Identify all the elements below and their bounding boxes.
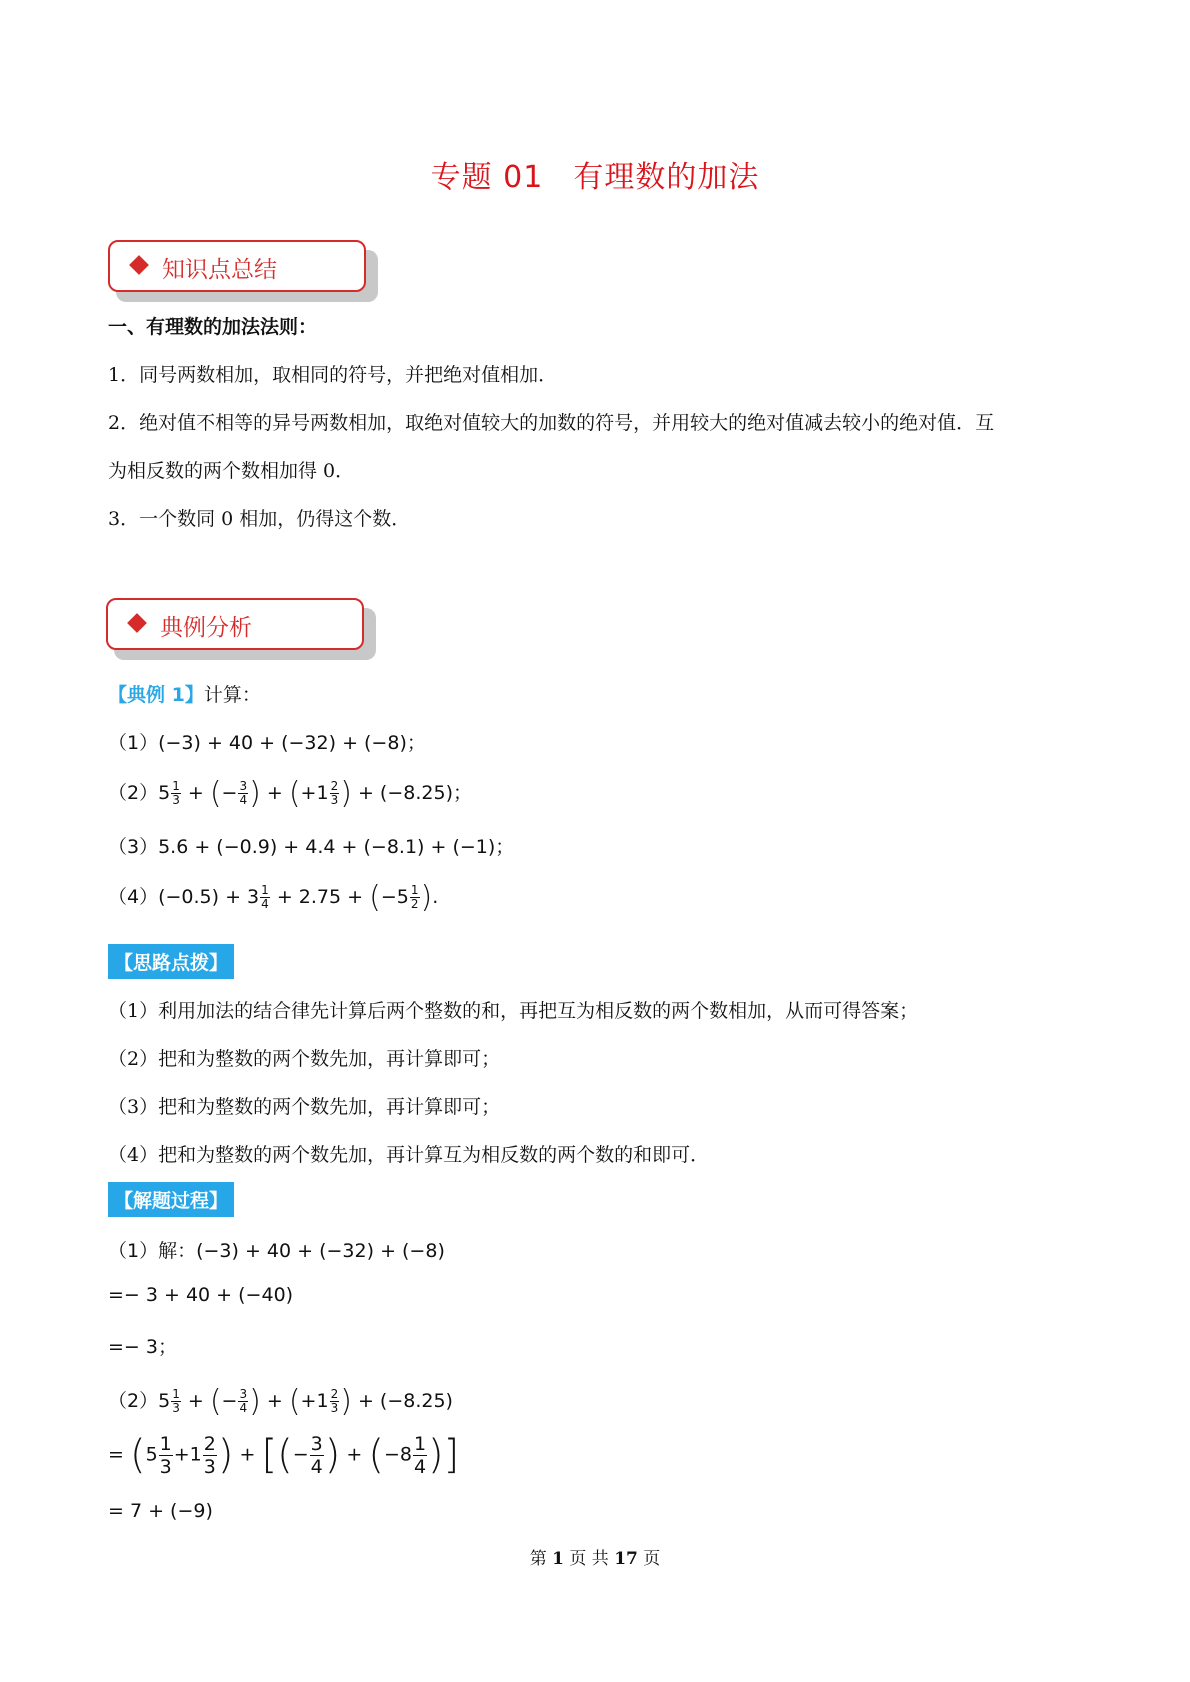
rules-heading: 一、有理数的加法法则： bbox=[108, 316, 318, 338]
question-4 bbox=[108, 880, 438, 915]
numerator: 2 bbox=[203, 1432, 216, 1455]
fraction bbox=[330, 780, 340, 807]
term: 5 bbox=[158, 782, 171, 804]
fraction bbox=[238, 1388, 248, 1415]
term: +1 bbox=[300, 782, 329, 804]
denominator: 4 bbox=[413, 1455, 427, 1478]
term: +1 bbox=[300, 1390, 329, 1412]
question-expression: 5.6 + (−0.9) + 4.4 + (−8.1) + (−1)； bbox=[158, 836, 515, 858]
hint-1: （1）利用加法的结合律先计算后两个整数的和，再把互为相反数的两个数相加，从而可得答案； bbox=[108, 1000, 919, 1022]
fraction bbox=[310, 1433, 324, 1478]
solution-2: （2）5 $\frac{1}{3}$ + (− $\frac{3}{4}$ ) + (+1 $\frac{2}{3}$ ) + (−8.25) bbox=[108, 1384, 453, 1419]
question-label: （4） bbox=[108, 886, 159, 908]
fraction bbox=[171, 1388, 181, 1415]
denominator: 3 bbox=[330, 1401, 339, 1415]
term: −8 bbox=[383, 1443, 412, 1466]
denominator: 4 bbox=[239, 793, 248, 807]
term: . bbox=[432, 886, 439, 908]
numerator: 1 bbox=[159, 1432, 172, 1455]
denominator: 2 bbox=[410, 897, 419, 911]
hint-3: （3）把和为整数的两个数先加，再计算即可； bbox=[108, 1096, 501, 1118]
footer-text: 第 bbox=[529, 1549, 547, 1569]
term: − bbox=[292, 1443, 309, 1466]
denominator: 3 bbox=[330, 793, 339, 807]
solution-label: （2） bbox=[108, 1390, 159, 1412]
solution-step: =− 3； bbox=[108, 1336, 177, 1358]
hint-tag-box bbox=[108, 944, 234, 979]
term: 5 bbox=[158, 1390, 171, 1412]
paren: ( bbox=[209, 1384, 222, 1419]
bracket: [ bbox=[261, 1432, 278, 1478]
hint-2: （2）把和为整数的两个数先加，再计算即可； bbox=[108, 1048, 501, 1070]
numerator: 1 bbox=[410, 883, 419, 897]
rule-3: 3．一个数同 0 相加，仍得这个数． bbox=[108, 508, 411, 530]
hint-4: （4）把和为整数的两个数先加，再计算互为相反数的两个数的和即可． bbox=[108, 1144, 710, 1166]
numerator: 2 bbox=[330, 779, 339, 793]
total-pages: 17 bbox=[614, 1549, 638, 1569]
example-tag: 【典例 1】 bbox=[108, 684, 204, 706]
solution-tag: 【解题过程】 bbox=[108, 1182, 234, 1217]
denominator: 4 bbox=[261, 897, 269, 911]
fraction bbox=[413, 1433, 427, 1478]
paren: ( bbox=[277, 1432, 293, 1478]
numerator: 1 bbox=[172, 779, 180, 793]
fraction bbox=[171, 780, 181, 807]
denominator: 4 bbox=[239, 1401, 248, 1415]
numerator: 3 bbox=[239, 1387, 248, 1401]
paren: ) bbox=[249, 776, 261, 811]
question-1 bbox=[108, 728, 426, 755]
term: +1 bbox=[173, 1443, 202, 1466]
fraction bbox=[330, 1388, 340, 1415]
title-text: 有理数的加法 bbox=[573, 160, 760, 195]
question-label: （3） bbox=[108, 836, 159, 858]
hint-tag: 【思路点拨】 bbox=[108, 944, 234, 979]
denominator: 3 bbox=[203, 1455, 216, 1478]
question-3 bbox=[108, 832, 514, 859]
paren: ) bbox=[340, 1384, 352, 1419]
numerator: 1 bbox=[261, 883, 269, 897]
paren: ( bbox=[209, 776, 222, 811]
paren: ) bbox=[249, 1384, 261, 1419]
term: (−0.5) + 3 bbox=[158, 886, 260, 908]
fraction bbox=[203, 1433, 217, 1478]
page-title bbox=[0, 152, 1190, 196]
section-header-knowledge bbox=[108, 240, 370, 296]
paren: ( bbox=[288, 776, 301, 811]
term: + 2.75 + bbox=[276, 886, 364, 908]
term: −5 bbox=[380, 886, 409, 908]
solution-step: = 7 + (−9) bbox=[108, 1500, 213, 1522]
rule-2-line-1: 2．绝对值不相等的异号两数相加，取绝对值较大的加数的符号，并用较大的绝对值减去较小的绝对值．互 bbox=[108, 412, 995, 434]
solution-step: =− 3 + 40 + (−40) bbox=[108, 1284, 294, 1306]
numerator: 3 bbox=[239, 779, 248, 793]
example-heading bbox=[108, 680, 261, 707]
denominator: 3 bbox=[159, 1455, 172, 1478]
footer-text: 页 bbox=[643, 1549, 661, 1569]
question-expression: (−3) + 40 + (−32) + (−8)； bbox=[158, 732, 426, 754]
fraction bbox=[260, 884, 270, 911]
rule-1: 1．同号两数相加，取相同的符号，并把绝对值相加． bbox=[108, 364, 558, 386]
solution-tag-box bbox=[108, 1182, 234, 1217]
numerator: 3 bbox=[310, 1432, 323, 1455]
section-header-examples bbox=[106, 598, 368, 654]
page-number: 1 bbox=[552, 1549, 564, 1569]
paren: ) bbox=[217, 1432, 234, 1478]
denominator: 3 bbox=[172, 793, 180, 807]
denominator: 3 bbox=[172, 1401, 180, 1415]
section-label: 典例分析 bbox=[160, 615, 252, 641]
paren: ( bbox=[288, 1384, 301, 1419]
numerator: 1 bbox=[413, 1432, 427, 1455]
question-label: （1） bbox=[108, 732, 159, 754]
numerator: 1 bbox=[172, 1387, 180, 1401]
rule-2-line-2: 为相反数的两个数相加得 0． bbox=[108, 460, 355, 482]
title-number: 专题 01 bbox=[430, 160, 544, 195]
solution-2-step-1: = (5 $\frac{1}{3}$ +1 $\frac{2}{3}$ ) + [(− $\frac{3}{4}$ ) + (−8 $\frac{1}{4}$ )] bbox=[108, 1432, 460, 1478]
denominator: 4 bbox=[310, 1455, 323, 1478]
paren: ( bbox=[129, 1432, 146, 1478]
example-prompt: 计算： bbox=[203, 684, 261, 706]
paren: ( bbox=[368, 1432, 384, 1478]
section-label: 知识点总结 bbox=[162, 257, 277, 283]
question-label: （2） bbox=[108, 782, 159, 804]
paren: ( bbox=[369, 880, 381, 915]
fraction bbox=[159, 1433, 173, 1478]
numerator: 2 bbox=[330, 1387, 339, 1401]
fraction bbox=[238, 780, 248, 807]
footer-text: 页 共 bbox=[569, 1549, 609, 1569]
bracket: ] bbox=[443, 1432, 460, 1478]
term: + (−8.25)； bbox=[357, 782, 472, 804]
paren: ) bbox=[420, 880, 433, 915]
solution-label: （1）解： bbox=[108, 1240, 197, 1262]
page-footer bbox=[0, 1544, 1190, 1569]
term: 5 bbox=[145, 1443, 158, 1466]
solution-expression: (−3) + 40 + (−32) + (−8) bbox=[196, 1240, 445, 1262]
paren: ) bbox=[340, 776, 352, 811]
question-2: （2）5 $\frac{1}{3}$ + (− $\frac{3}{4}$ ) + (+1 $\frac{2}{3}$ ) + (−8.25)； bbox=[108, 776, 472, 811]
paren: ) bbox=[324, 1432, 341, 1478]
paren: ) bbox=[428, 1432, 444, 1478]
solution-1 bbox=[108, 1236, 445, 1263]
fraction bbox=[410, 884, 420, 911]
